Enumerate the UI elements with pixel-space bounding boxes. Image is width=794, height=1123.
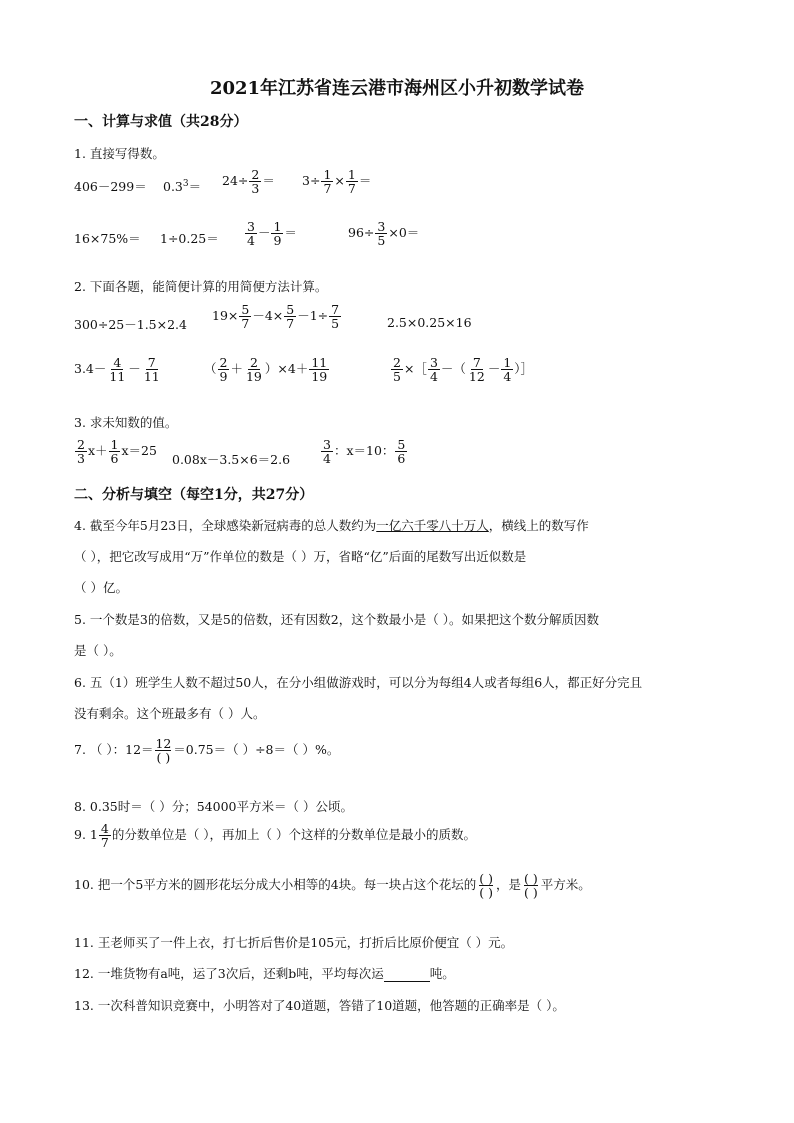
question-3-label: 3. 求未知数的值。 (74, 415, 178, 430)
q1-item-d: 3÷ $\frac{1}{7}$ × $\frac{1}{7}$ ＝ (302, 167, 372, 197)
answer-blank (384, 981, 430, 982)
q2-item-d: 3.4－ $\frac{4}{11}$ － $\frac{7}{11}$ (74, 355, 160, 385)
q1-item-g: $\frac{3}{4}$ － $\frac{1}{9}$ ＝ (247, 219, 297, 249)
question-7: 7. （ ）：12＝ $\frac{12}{( )}$ ＝0.75＝（ ）÷8＝（ ）%。 (74, 736, 340, 766)
section-heading-calculation: 一、计算与求值（共28分） (74, 114, 248, 130)
question-4-line-3: （ ）亿。 (74, 580, 128, 595)
q1-item-h: 96÷ $\frac{3}{5}$ ×0＝ (348, 219, 420, 249)
q1-item-a: 406－299＝ (74, 179, 147, 194)
section-heading-fill-in: 二、分析与填空（每空1分，共27分） (74, 487, 314, 503)
q2-item-b: 19× $\frac{5}{7}$ －4× $\frac{5}{7}$ －1÷ $\frac{7}{5}$ (212, 302, 340, 332)
question-4-line-1: 4. 截至今年5月23日，全球感染新冠病毒的总人数约为一亿六千零八十万人，横线上的数写作 (74, 518, 589, 533)
q2-item-c: 2.5×0.25×16 (387, 315, 472, 330)
q1-item-b: $0.3^3=$ (163, 178, 202, 194)
q3-equation-c: $\frac{3}{4}$ ：x＝10： $\frac{5}{6}$ (323, 437, 406, 467)
question-11: 11. 王老师买了一件上衣，打七折后售价是105元，打折后比原价便宜（ ）元。 (74, 935, 514, 950)
question-4-line-2: （ ），把它改写成用“万”作单位的数是（ ）万，省略“亿”后面的尾数写出近似数是 (74, 549, 527, 564)
question-10: 10. 把一个5平方米的圆形花坛分成大小相等的4块。每一块占这个花坛的 $\frac{( )}{( )}$ ，是 $\frac{( )}{( )}$ 平方米。 (74, 871, 591, 901)
question-12: 12. 一堆货物有a吨，运了3次后，还剩b吨，平均每次运 吨。 (74, 966, 455, 981)
question-8: 8. 0.35时＝（ ）分；54000平方米＝（ ）公顷。 (74, 799, 353, 814)
question-5-line-1: 5. 一个数是3的倍数，又是5的倍数，还有因数2，这个数最小是（ ）。如果把这个数分解质因数 (74, 612, 599, 627)
page-title: 2021年江苏省连云港市海州区小升初数学试卷 (209, 78, 585, 99)
question-9: 9. 1 $\frac{4}{7}$ 的分数单位是（ ），再加上（ ）个这样的分数单位是最小的质数。 (74, 821, 477, 851)
question-5-line-2: 是（ ）。 (74, 643, 122, 658)
q1-item-c: 24÷ $\frac{2}{3}$ ＝ (222, 167, 275, 197)
q1-item-e: 16×75%＝ (74, 231, 141, 246)
question-6-line-2: 没有剩余。这个班最多有（ ）人。 (74, 706, 266, 721)
question-2-label: 2. 下面各题，能简便计算的用简便方法计算。 (74, 279, 328, 294)
q2-item-f: $\frac{2}{5}$ ×［ $\frac{3}{4}$ －（ $\frac{7}{12}$ － $\frac{1}{4}$ ）］ (393, 355, 534, 385)
q2-item-a: 300÷25－1.5×2.4 (74, 317, 187, 332)
question-1-label: 1. 直接写得数。 (74, 146, 165, 161)
question-13: 13. 一次科普知识竞赛中，小明答对了40道题，答错了10道题，他答题的正确率是（ ）。 (74, 998, 565, 1013)
question-6-line-1: 6. 五（1）班学生人数不超过50人，在分小组做游戏时，可以分为每组4人或者每组6人，都正好分完且 (74, 675, 643, 690)
q3-equation-a: $\frac{2}{3}$ x＋ $\frac{1}{6}$ x＝25 (77, 437, 157, 467)
q1-item-f: 1÷0.25＝ (160, 231, 219, 246)
q3-equation-b: 0.08x－3.5×6＝2.6 (172, 452, 291, 467)
q2-item-e: （ $\frac{2}{9}$ ＋ $\frac{2}{19}$ ）×4＋ $\frac{11}{19}$ (204, 355, 328, 385)
